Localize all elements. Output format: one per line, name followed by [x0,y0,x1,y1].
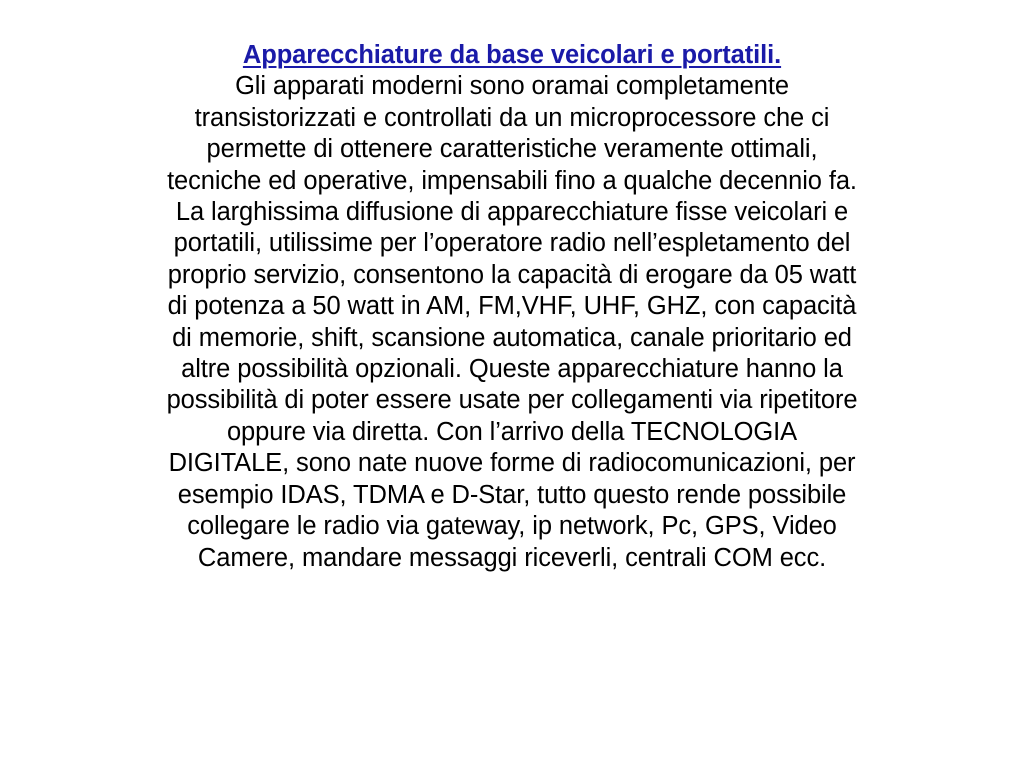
slide-content [28,40,996,574]
body-line: altre possibilità opzionali. Queste apparecchiature hanno la [181,355,843,384]
body-line: Gli apparati moderni sono oramai completamente [235,72,789,101]
body-line: possibilità di poter essere usate per collegamenti via ripetitore [166,386,858,415]
body-line: transistorizzati e controllati da un microprocessore che ci [194,103,830,132]
body-line: tecniche ed operative, impensabili fino a qualche decennio fa. [167,166,857,195]
body-line: portatili, utilissime per l’operatore radio nell’espletamento del [173,229,851,258]
body-line: permette di ottenere caratteristiche veramente ottimali, [206,135,818,164]
body-line: collegare le radio via gateway, ip network, Pc, GPS, Video [187,512,837,541]
body-line: proprio servizio, consentono la capacità di erogare da 05 watt [167,260,857,289]
slide-title: Apparecchiature da base veicolari e portatili. [242,41,782,69]
body-line: Camere, mandare messaggi riceverli, centrali COM ecc. [197,543,827,572]
body-line: DIGITALE, sono nate nuove forme di radiocomunicazioni, per [168,449,856,478]
body-line: di potenza a 50 watt in AM, FM,VHF, UHF, GHZ, con capacità [167,292,857,321]
body-line: oppure via diretta. Con l’arrivo della TECNOLOGIA [226,417,798,446]
body-line: di memorie, shift, scansione automatica, canale prioritario ed [172,323,852,352]
body-line: La larghissima diffusione di apparecchiature fisse veicolari e [175,198,849,227]
body-line: esempio IDAS, TDMA e D-Star, tutto questo rende possibile [177,480,847,509]
